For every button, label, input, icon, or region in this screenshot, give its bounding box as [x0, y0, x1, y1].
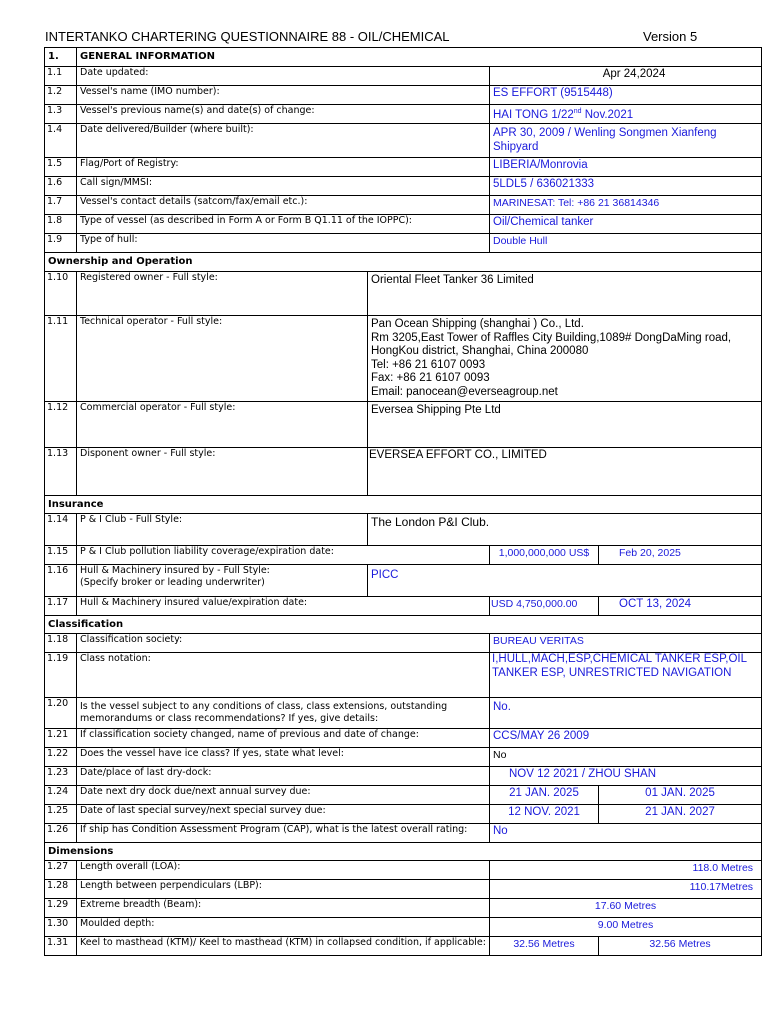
row-number: 1.6 — [45, 177, 77, 196]
row-1-17 — [45, 597, 762, 616]
section-general — [45, 48, 762, 67]
row-number: 1.17 — [45, 597, 77, 616]
row-1-11 — [45, 316, 762, 402]
row-number: 1.16 — [45, 565, 77, 597]
cap-rating-value: No — [490, 824, 762, 843]
row-number: 1.15 — [45, 546, 77, 565]
row-1-10 — [45, 272, 762, 316]
row-label: If ship has Condition Assessment Program (CAP), what is the latest overall rating: — [77, 824, 490, 843]
row-label: Vessel's previous name(s) and date(s) of change: — [77, 105, 490, 124]
row-label: Is the vessel subject to any conditions of class, class extensions, outstanding memorandums or class recommendations? If yes, give details: — [77, 698, 490, 729]
row-number: 1.10 — [45, 272, 77, 316]
version-label: Version 5 — [643, 29, 698, 44]
document-header — [45, 29, 761, 44]
row-number: 1.21 — [45, 729, 77, 748]
section-ownership — [45, 253, 762, 272]
row-label: Date/place of last dry-dock: — [77, 767, 490, 786]
row-label: Keel to masthead (KTM)/ Keel to masthead (KTM) in collapsed condition, if applicable: — [77, 937, 490, 956]
row-1-31 — [45, 937, 762, 956]
row-1-28 — [45, 880, 762, 899]
row-number: 1.27 — [45, 861, 77, 880]
section-title: Classification — [45, 616, 762, 634]
row-number: 1.24 — [45, 786, 77, 805]
row-number: 1.18 — [45, 634, 77, 653]
commercial-operator-value: Eversea Shipping Pte Ltd — [368, 402, 762, 448]
row-label: P & I Club pollution liability coverage/expiration date: — [77, 546, 490, 565]
last-special-survey-value: 12 NOV. 2021 — [490, 805, 599, 824]
next-annual-survey-value: 01 JAN. 2025 — [599, 786, 762, 805]
row-1-30 — [45, 918, 762, 937]
row-label: Date next dry dock due/next annual survey due: — [77, 786, 490, 805]
row-label: Extreme breadth (Beam): — [77, 899, 490, 918]
row-number: 1.29 — [45, 899, 77, 918]
section-insurance — [45, 496, 762, 514]
previous-class-value: CCS/MAY 26 2009 — [490, 729, 762, 748]
lbp-value: 110.17Metres — [490, 880, 762, 899]
row-label: Does the vessel have ice class? If yes, state what level: — [77, 748, 490, 767]
row-number: 1.26 — [45, 824, 77, 843]
pollution-expiry-value: Feb 20, 2025 — [599, 546, 762, 565]
row-1-23 — [45, 767, 762, 786]
row-label: Class notation: — [77, 653, 490, 698]
section-title: GENERAL INFORMATION — [77, 48, 762, 67]
row-1-1 — [45, 67, 762, 86]
row-number: 1.8 — [45, 215, 77, 234]
disponent-owner-value: EVERSEA EFFORT CO., LIMITED — [368, 448, 762, 496]
row-label: Date delivered/Builder (where built): — [77, 124, 490, 158]
technical-operator-value: Pan Ocean Shipping (shanghai ) Co., Ltd. Rm 3205,East Tower of Raffles City Building,1089# DongDaMing road, HongKou district, Shanghai, China 200080 Tel: +86 21 6107 0093 Fax: +86 21 6107 0093 Email: panocean@everseagroup.net — [368, 316, 762, 402]
contact-details-value: MARINESAT: Tel: +86 21 36814346 — [490, 196, 762, 215]
row-number: 1.14 — [45, 514, 77, 546]
registered-owner-value: Oriental Fleet Tanker 36 Limited — [368, 272, 762, 316]
row-1-4 — [45, 124, 762, 158]
section-title: Insurance — [45, 496, 762, 514]
row-1-3 — [45, 105, 762, 124]
previous-name-value: HAI TONG 1/22nd Nov.2021 — [490, 105, 762, 124]
hm-insurer-value: PICC — [368, 565, 762, 597]
document-title: INTERTANKO CHARTERING QUESTIONNAIRE 88 - OIL/CHEMICAL — [45, 29, 450, 44]
row-1-14 — [45, 514, 762, 546]
row-1-27 — [45, 861, 762, 880]
row-label: Classification society: — [77, 634, 490, 653]
hull-type-value: Double Hull — [490, 234, 762, 253]
pi-club-value: The London P&I Club. — [368, 514, 762, 546]
row-number: 1.23 — [45, 767, 77, 786]
row-label: Date of last special survey/next special survey due: — [77, 805, 490, 824]
row-1-19 — [45, 653, 762, 698]
flag-value: LIBERIA/Monrovia — [490, 158, 762, 177]
hm-insured-value: USD 4,750,000.00 — [490, 597, 599, 616]
row-1-22 — [45, 748, 762, 767]
row-1-18 — [45, 634, 762, 653]
row-number: 1.31 — [45, 937, 77, 956]
next-drydock-value: 21 JAN. 2025 — [490, 786, 599, 805]
ktm-value: 32.56 Metres — [490, 937, 599, 956]
row-1-13 — [45, 448, 762, 496]
row-1-5 — [45, 158, 762, 177]
row-1-25 — [45, 805, 762, 824]
row-number: 1.2 — [45, 86, 77, 105]
section-dimensions — [45, 843, 762, 861]
row-label: Vessel's contact details (satcom/fax/email etc.): — [77, 196, 490, 215]
vessel-type-value: Oil/Chemical tanker — [490, 215, 762, 234]
row-label: Commercial operator - Full style: — [77, 402, 368, 448]
hm-expiry-value: OCT 13, 2024 — [599, 597, 762, 616]
row-1-9 — [45, 234, 762, 253]
row-number: 1.13 — [45, 448, 77, 496]
row-label: Vessel's name (IMO number): — [77, 86, 490, 105]
row-label: P & I Club - Full Style: — [77, 514, 368, 546]
row-label: If classification society changed, name of previous and date of change: — [77, 729, 490, 748]
row-number: 1.5 — [45, 158, 77, 177]
loa-value: 118.0 Metres — [490, 861, 762, 880]
row-1-16 — [45, 565, 762, 597]
row-1-29 — [45, 899, 762, 918]
row-number: 1.12 — [45, 402, 77, 448]
row-1-2 — [45, 86, 762, 105]
row-label: Type of hull: — [77, 234, 490, 253]
row-label: Hull & Machinery insured by - Full Style: (Specify broker or leading underwriter) — [77, 565, 368, 597]
section-title: Ownership and Operation — [45, 253, 762, 272]
row-label: Type of vessel (as described in Form A or Form B Q1.11 of the IOPPC): — [77, 215, 490, 234]
row-label: Flag/Port of Registry: — [77, 158, 490, 177]
row-number: 1.3 — [45, 105, 77, 124]
row-1-12 — [45, 402, 762, 448]
next-special-survey-value: 21 JAN. 2027 — [599, 805, 762, 824]
row-number: 1.19 — [45, 653, 77, 698]
row-number: 1.1 — [45, 67, 77, 86]
section-classification — [45, 616, 762, 634]
section-number: 1. — [45, 48, 77, 67]
questionnaire-table — [44, 47, 762, 956]
beam-value: 17.60 Metres — [490, 899, 762, 918]
date-updated-value: Apr 24,2024 — [490, 67, 762, 86]
row-1-21 — [45, 729, 762, 748]
moulded-depth-value: 9.00 Metres — [490, 918, 762, 937]
row-number: 1.11 — [45, 316, 77, 402]
row-label: Call sign/MMSI: — [77, 177, 490, 196]
row-label: Disponent owner - Full style: — [77, 448, 368, 496]
row-number: 1.7 — [45, 196, 77, 215]
delivered-builder-value: APR 30, 2009 / Wenling Songmen Xianfeng Shipyard — [490, 124, 762, 158]
row-label: Technical operator - Full style: — [77, 316, 368, 402]
row-1-24 — [45, 786, 762, 805]
row-1-26 — [45, 824, 762, 843]
row-number: 1.20 — [45, 698, 77, 729]
row-number: 1.22 — [45, 748, 77, 767]
last-drydock-value: NOV 12 2021 / ZHOU SHAN — [490, 767, 762, 786]
section-title: Dimensions — [45, 843, 762, 861]
class-notation-value: I,HULL,MACH,ESP,CHEMICAL TANKER ESP,OIL TANKER ESP, UNRESTRICTED NAVIGATION — [490, 653, 762, 698]
row-1-15 — [45, 546, 762, 565]
row-label: Hull & Machinery insured value/expiration date: — [77, 597, 490, 616]
row-label: Date updated: — [77, 67, 490, 86]
row-number: 1.9 — [45, 234, 77, 253]
call-sign-value: 5LDL5 / 636021333 — [490, 177, 762, 196]
row-number: 1.25 — [45, 805, 77, 824]
vessel-name-value: ES EFFORT (9515448) — [490, 86, 762, 105]
row-1-20 — [45, 698, 762, 729]
row-1-8 — [45, 215, 762, 234]
row-1-6 — [45, 177, 762, 196]
row-label: Registered owner - Full style: — [77, 272, 368, 316]
row-1-7 — [45, 196, 762, 215]
row-number: 1.4 — [45, 124, 77, 158]
row-label: Length overall (LOA): — [77, 861, 490, 880]
row-label: Moulded depth: — [77, 918, 490, 937]
class-conditions-value: No. — [490, 698, 762, 729]
pollution-coverage-value: 1,000,000,000 US$ — [490, 546, 599, 565]
ice-class-value: No — [490, 748, 762, 767]
class-society-value: BUREAU VERITAS — [490, 634, 762, 653]
row-label: Length between perpendiculars (LBP): — [77, 880, 490, 899]
row-number: 1.28 — [45, 880, 77, 899]
row-number: 1.30 — [45, 918, 77, 937]
ktm-collapsed-value: 32.56 Metres — [599, 937, 762, 956]
